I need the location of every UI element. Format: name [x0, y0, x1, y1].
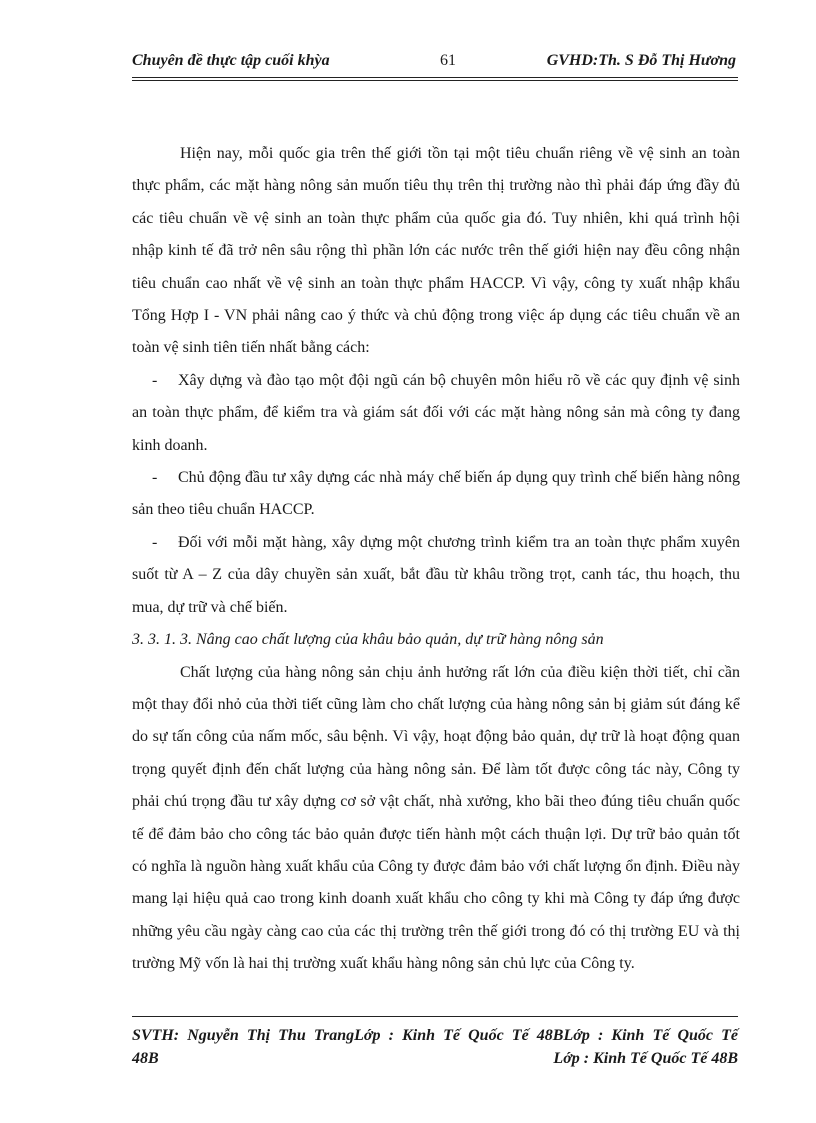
bullet-item-2	[132, 462, 740, 527]
footer-rule	[132, 1016, 738, 1017]
page-footer	[132, 1024, 738, 1070]
page-header	[132, 50, 736, 76]
paragraph-storage: Chất lượng của hàng nông sản chịu ảnh hưởng rất lớn của điều kiện thời tiết, chỉ cần một thay đổi nhỏ của thời tiết cũng làm cho chất lượng của hàng nông sản bị giảm sút đáng kể do sự tấn công của nấm mốc, sâu bệnh. Vì vậy, hoạt động bảo quản, dự trữ là hoạt động quan trọng quyết định đến chất lượng của hàng nông sản. Để làm tốt được công tác này, Công ty phải chú trọng đầu tư xây dựng cơ sở vật chất, nhà xưởng, kho bãi theo đúng tiêu chuẩn quốc tế để đảm bảo cho công tác bảo quản được tiến hành một cách thuận lợi. Dự trữ bảo quản tốt có nghĩa là nguồn hàng xuất khẩu của Công ty được đảm bảo với chất lượng ổn định. Điều này mang lại hiệu quả cao trong kinh doanh xuất khẩu cho công ty khi mà Công ty đáp ứng được những yêu cầu ngày càng cao của các thị trường trên thế giới trong đó có thị trường EU và thị trường Mỹ vốn là hai thị trường xuất khẩu hàng nông sản chủ lực của Công ty.	[132, 663, 740, 973]
bullet-dash: -	[152, 469, 158, 487]
paragraph-intro: Hiện nay, mỗi quốc gia trên thế giới tồn tại một tiêu chuẩn riêng về vệ sinh an toàn thực phẩm, các mặt hàng nông sản muốn tiêu thụ trên thị trường nào thì phải đáp ứng đầy đủ các tiêu chuẩn về vệ sinh an toàn thực phẩm của quốc gia đó. Tuy nhiên, khi quá trình hội nhập kinh tế đã trở nên sâu rộng thì phần lớn các nước trên thế giới hiện nay đều công nhận tiêu chuẩn cao nhất về vệ sinh an toàn thực phẩm HACCP. Vì vậy, công ty xuất nhập khẩu Tổng Hợp I - VN phải nâng cao ý thức và chủ động trong việc áp dụng các tiêu chuẩn về an toàn vệ sinh tiên tiến nhất bằng cách:	[132, 145, 740, 357]
header-rule-second	[132, 80, 738, 81]
page-number: 61	[440, 52, 456, 69]
footer-line-1: SVTH: Nguyễn Thị Thu TrangLớp : Kinh Tế Quốc Tế 48BLớp : Kinh Tế Quốc Tế	[132, 1027, 738, 1044]
document-body	[132, 138, 740, 981]
header-supervisor: GVHD:Th. S Đỗ Thị Hương	[546, 52, 736, 69]
bullet-item-3	[132, 527, 740, 624]
bullet-item-1	[132, 365, 740, 462]
bullet-dash: -	[152, 533, 158, 551]
footer-line-2	[132, 1047, 738, 1070]
bullet-dash: -	[152, 371, 158, 389]
bullet-text: Chủ động đầu tư xây dựng các nhà máy chế biến áp dụng quy trình chế biến hàng nông sản theo tiêu chuẩn HACCP.	[132, 469, 740, 519]
header-report-title: Chuyên đề thực tập cuối khỳa	[132, 52, 330, 69]
footer-class-suffix: 48B	[132, 1050, 159, 1067]
bullet-text: Đối với mỗi mặt hàng, xây dựng một chương trình kiểm tra an toàn thực phẩm xuyên suốt từ A – Z của dây chuyền sản xuất, bắt đầu từ khâu trồng trọt, canh tác, thu hoạch, thu mua, dự trữ và chế biến.	[132, 533, 740, 616]
header-rule-thin	[132, 77, 738, 78]
section-heading: 3. 3. 1. 3. Nâng cao chất lượng của khâu bảo quản, dự trữ hàng nông sản	[132, 631, 604, 649]
footer-class-label: Lớp : Kinh Tế Quốc Tế 48B	[553, 1050, 738, 1067]
bullet-text: Xây dựng và đào tạo một đội ngũ cán bộ chuyên môn hiểu rõ về các quy định vệ sinh an toàn thực phẩm, để kiểm tra và giám sát đối với các mặt hàng nông sản mà công ty đang kinh doanh.	[132, 371, 740, 454]
